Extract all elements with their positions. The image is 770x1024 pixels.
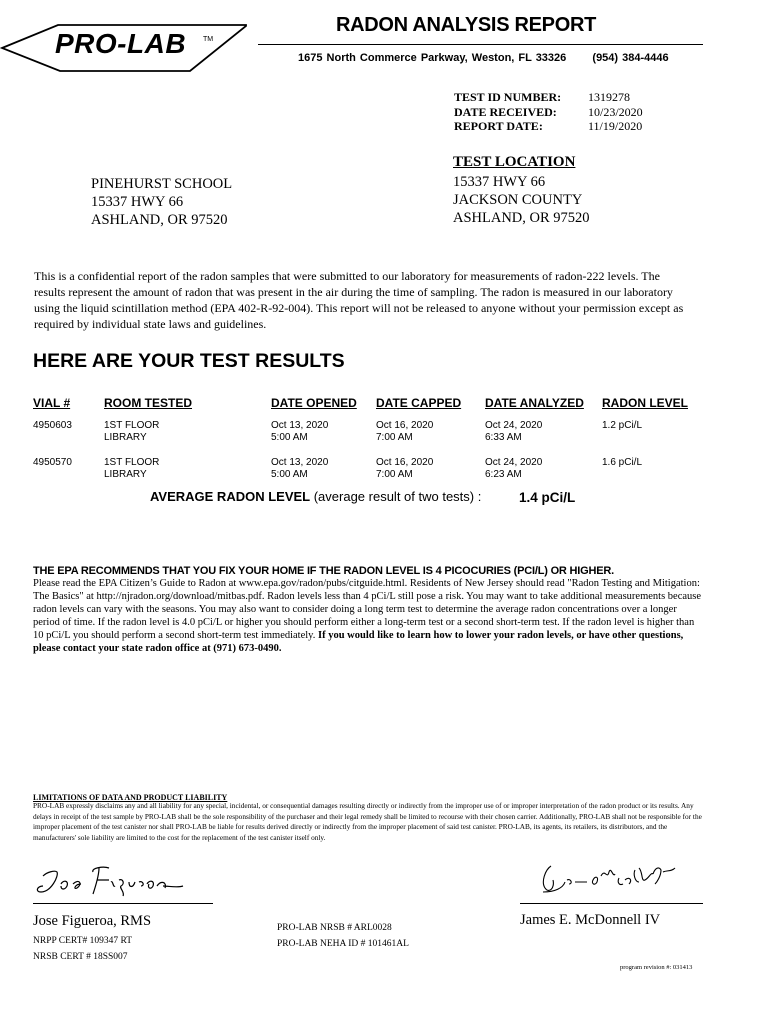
table-row-2-capped-date: Oct 16, 2020 [376, 457, 434, 468]
test-location-heading: TEST LOCATION [453, 154, 576, 170]
logo-text: PRO-LAB [55, 28, 187, 59]
program-revision: program revision #: 031413 [620, 964, 693, 971]
table-row-2-capped-time: 7:00 AM [376, 469, 413, 480]
signature-line-left [33, 903, 213, 904]
lab-address [298, 52, 669, 64]
prolab-ids [277, 920, 409, 952]
table-row-2-opened-date: Oct 13, 2020 [271, 457, 329, 468]
report-date-value: 11/19/2020 [588, 119, 643, 133]
test-location [453, 154, 590, 227]
table-row-2-capped [376, 457, 433, 481]
col-header-date-capped: DATE CAPPED [376, 396, 462, 410]
date-received-label: DATE RECEIVED: [454, 104, 557, 119]
table-row-2-analyzed [485, 457, 542, 481]
average-value: 1.4 pCi/L [519, 490, 576, 505]
epa-body: Please read the EPA Citizen’s Guide to Radon at www.epa.gov/radon/pubs/citguide.html. Residents of New Jersey should read "Radon Testing and Mitigation: The Basics" at http://njradon.org/download/mitbas.pdf. Radon levels less than 4 pCi/L still pose a risk. You may want to take additional measurements because radon levels can vary with the seasons. You may also want to consider doing a long term test to determine the average radon concentrations over a longer period of time. If the radon level is 4.0 pCi/L or higher you should perform either a long-term test or a second short-term test. If the radon level is higher than 10 pCi/L you should perform a second short-term test immediately. [33, 578, 702, 641]
prolab-logo [0, 20, 260, 81]
signature-james-mcdonnell [535, 858, 685, 905]
table-row-2-analyzed-date: Oct 24, 2020 [485, 457, 543, 468]
signature-jose-figueroa [33, 862, 193, 907]
average-label: AVERAGE RADON LEVEL [150, 489, 311, 504]
table-row-1-opened-date: Oct 13, 2020 [271, 420, 329, 431]
epa-heading: THE EPA RECOMMENDS THAT YOU FIX YOUR HOME IF THE RADON LEVEL IS 4 PICOCURIES (PCI/L) OR HIGHER. [33, 565, 614, 577]
prolab-nrsb-id: PRO-LAB NRSB # ARL0028 [277, 923, 392, 933]
location-street: 15337 HWY 66 [453, 174, 546, 190]
signature-line-right [520, 903, 703, 904]
average-radon-line [150, 489, 481, 504]
signer-left-cert-2: NRSB CERT # 18SS007 [33, 952, 128, 962]
client-street: 15337 HWY 66 [91, 194, 184, 210]
limitations-paragraph: PRO-LAB expressly disclaims any and all liability for any special, incidental, or consequential damages resulting directly or indirectly from the improper use of or improper interpretation of the radon product or its results. Any delays in receipt of the test sample by PRO-LAB shall be the sole responsibility of the purchaser and their legal remedy shall be limited to recourse with their chosen carrier. Additionally, PRO-LAB shall not be responsible for the improper placement of the test canister nor shall PRO-LAB be liable for results derived directly or indirectly from the improper placement of said test canister. PRO-LAB, its agents, its retailers, its distributors, and the manufacturers' sole liability are limited to the cost for the replacement of the test canister itself only. [33, 801, 702, 842]
table-row-1-opened-time: 5:00 AM [271, 432, 308, 443]
table-row-2-opened-time: 5:00 AM [271, 469, 308, 480]
signer-left-certs [33, 933, 132, 965]
col-header-vial: VIAL # [33, 396, 71, 410]
test-id-value: 1319278 [588, 90, 630, 104]
table-row-1-analyzed-date: Oct 24, 2020 [485, 420, 543, 431]
header-rule [258, 44, 703, 45]
lab-phone: (954) 384-4446 [592, 52, 669, 64]
limitations-heading: LIMITATIONS OF DATA AND PRODUCT LIABILITY [33, 793, 228, 802]
col-header-room: ROOM TESTED [104, 396, 193, 410]
location-city: ASHLAND, OR 97520 [453, 210, 590, 226]
epa-paragraph [33, 577, 705, 655]
table-row-2-room-line1: 1ST FLOOR [104, 457, 160, 468]
table-row-1-analyzed [485, 420, 542, 444]
col-header-date-analyzed: DATE ANALYZED [485, 396, 584, 410]
table-row-1-vial: 4950603 [33, 420, 72, 431]
table-row-2-level: 1.6 pCi/L [602, 457, 643, 468]
table-row-1-room-line2: LIBRARY [104, 432, 147, 443]
col-header-radon-level: RADON LEVEL [602, 396, 689, 410]
location-county: JACKSON COUNTY [453, 192, 583, 208]
table-row-1-opened [271, 420, 328, 444]
report-title: RADON ANALYSIS REPORT [336, 14, 597, 36]
signer-left-cert-1: NRPP CERT# 109347 RT [33, 936, 133, 946]
table-row-1-room-line1: 1ST FLOOR [104, 420, 160, 431]
epa-body-bold: If you would like to learn how to lower your radon levels, or have other questions, please contact your state radon office at (971) 673-0490. [33, 630, 684, 654]
table-row-2-analyzed-time: 6:23 AM [485, 469, 522, 480]
report-meta-values [588, 90, 643, 134]
table-row-2-room-line2: LIBRARY [104, 469, 147, 480]
logo-trademark: TM [203, 36, 214, 43]
client-name: PINEHURST SCHOOL [91, 176, 233, 192]
date-received-value: 10/23/2020 [588, 104, 643, 119]
table-row-1-capped-date: Oct 16, 2020 [376, 420, 434, 431]
client-city: ASHLAND, OR 97520 [91, 212, 228, 228]
lab-street-address: 1675 North Commerce Parkway, Weston, FL 33326 [298, 52, 567, 64]
col-header-date-opened: DATE OPENED [271, 396, 357, 410]
client-address [91, 175, 232, 229]
report-meta-labels [454, 90, 561, 134]
intro-paragraph: This is a confidential report of the radon samples that were submitted to our laboratory for measurements of radon-222 levels. The results represent the amount of radon that was present in the air during the time of sampling. The radon is measured in our laboratory using the liquid scintillation method (EPA 402-R-92-004). This report will not be released to anyone without your permission except as required by individual state laws and guidelines. [34, 269, 684, 331]
test-id-label: TEST ID NUMBER: [454, 90, 562, 104]
table-row-2-opened [271, 457, 328, 481]
table-row-1-capped [376, 420, 433, 444]
table-row-2-vial: 4950570 [33, 457, 72, 468]
table-row-1-room [104, 420, 159, 444]
average-note: (average result of two tests) : [310, 489, 482, 504]
table-row-1-capped-time: 7:00 AM [376, 432, 413, 443]
signer-right-name: James E. McDonnell IV [520, 912, 661, 928]
table-row-1-analyzed-time: 6:33 AM [485, 432, 522, 443]
report-date-label: REPORT DATE: [454, 119, 543, 133]
results-heading: HERE ARE YOUR TEST RESULTS [33, 350, 345, 372]
prolab-neha-id: PRO-LAB NEHA ID # 101461AL [277, 939, 409, 949]
signer-left-name: Jose Figueroa, RMS [33, 913, 152, 929]
table-row-2-room [104, 457, 159, 481]
table-row-1-level: 1.2 pCi/L [602, 420, 643, 431]
